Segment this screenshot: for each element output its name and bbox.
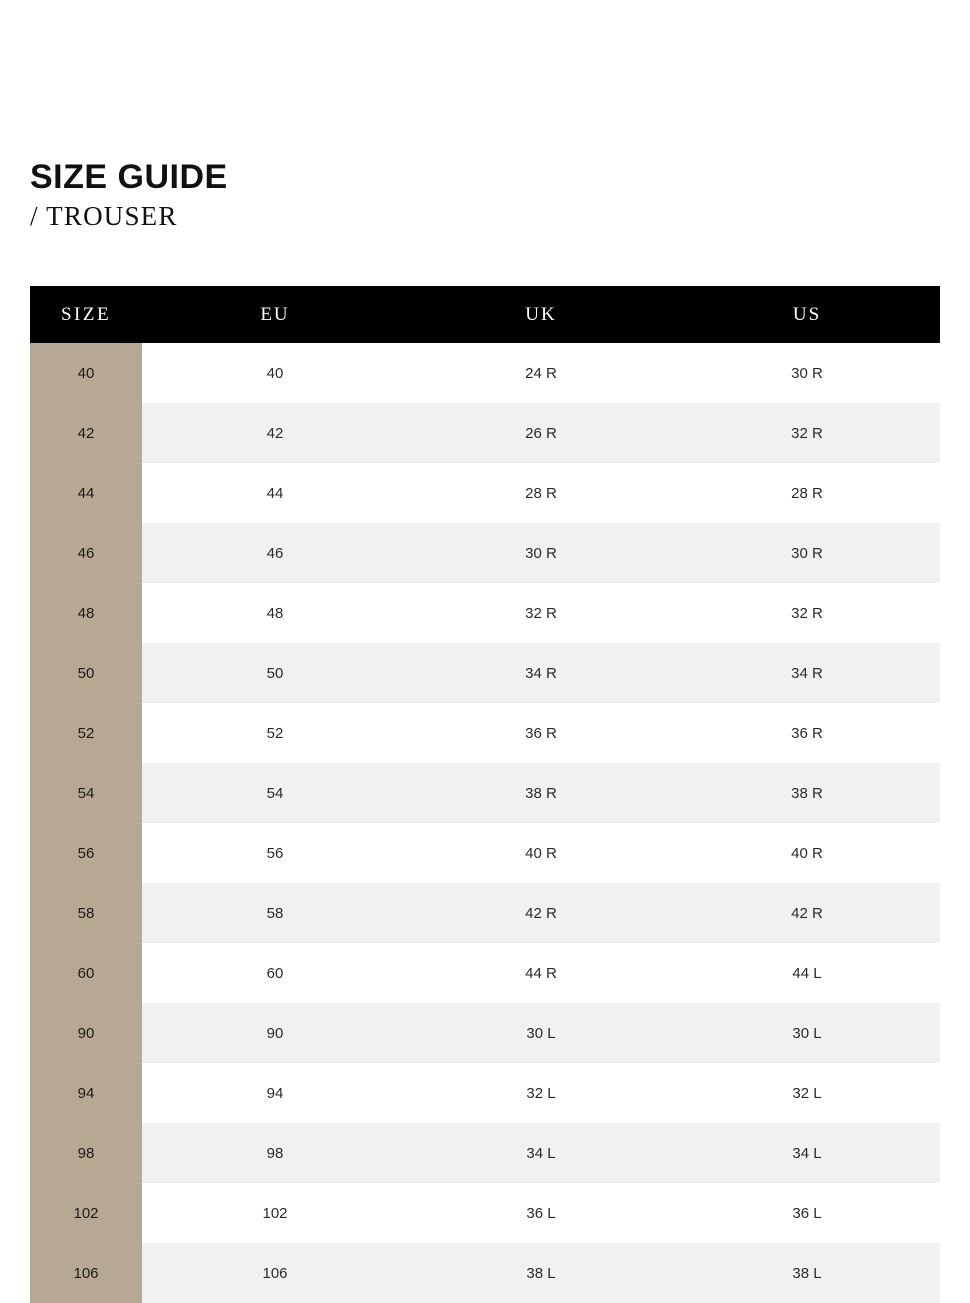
table-row [30, 823, 940, 883]
table-header [30, 286, 940, 343]
table-row [30, 403, 940, 463]
cell-size: 56 [30, 823, 142, 883]
cell-size: 98 [30, 1123, 142, 1183]
cell-size: 52 [30, 703, 142, 763]
table-row [30, 1003, 940, 1063]
cell-size: 90 [30, 1003, 142, 1063]
cell-us: 30 L [674, 1003, 940, 1063]
cell-eu: 42 [142, 403, 408, 463]
column-header-uk: UK [408, 286, 674, 343]
cell-size: 44 [30, 463, 142, 523]
column-header-eu: EU [142, 286, 408, 343]
cell-us: 32 R [674, 583, 940, 643]
cell-eu: 58 [142, 883, 408, 943]
table-header-row [30, 286, 940, 343]
table-body [30, 343, 940, 1303]
cell-us: 30 R [674, 343, 940, 403]
cell-uk: 36 R [408, 703, 674, 763]
cell-uk: 42 R [408, 883, 674, 943]
table-row [30, 523, 940, 583]
cell-uk: 40 R [408, 823, 674, 883]
table-row [30, 943, 940, 1003]
cell-uk: 34 R [408, 643, 674, 703]
cell-eu: 52 [142, 703, 408, 763]
page-title: SIZE GUIDE [30, 158, 228, 196]
cell-us: 36 L [674, 1183, 940, 1243]
page-subtitle: / TROUSER [30, 200, 178, 231]
cell-uk: 30 R [408, 523, 674, 583]
size-chart-table [30, 286, 940, 1303]
cell-size: 42 [30, 403, 142, 463]
table-row [30, 763, 940, 823]
cell-uk: 36 L [408, 1183, 674, 1243]
cell-us: 30 R [674, 523, 940, 583]
table-row [30, 343, 940, 403]
cell-eu: 94 [142, 1063, 408, 1123]
cell-size: 60 [30, 943, 142, 1003]
cell-eu: 60 [142, 943, 408, 1003]
cell-us: 42 R [674, 883, 940, 943]
cell-size: 40 [30, 343, 142, 403]
cell-us: 32 R [674, 403, 940, 463]
cell-uk: 38 L [408, 1243, 674, 1303]
table-row [30, 883, 940, 943]
cell-eu: 44 [142, 463, 408, 523]
table-row [30, 1183, 940, 1243]
title-block [30, 0, 940, 231]
cell-us: 34 L [674, 1123, 940, 1183]
table-row [30, 463, 940, 523]
cell-eu: 54 [142, 763, 408, 823]
table-row [30, 643, 940, 703]
cell-uk: 32 L [408, 1063, 674, 1123]
column-header-size: SIZE [30, 286, 142, 343]
cell-uk: 28 R [408, 463, 674, 523]
column-header-us: US [674, 286, 940, 343]
cell-uk: 30 L [408, 1003, 674, 1063]
cell-size: 94 [30, 1063, 142, 1123]
table-row [30, 703, 940, 763]
cell-eu: 102 [142, 1183, 408, 1243]
cell-eu: 98 [142, 1123, 408, 1183]
table-row [30, 1123, 940, 1183]
table-row [30, 1243, 940, 1303]
cell-size: 54 [30, 763, 142, 823]
cell-us: 44 L [674, 943, 940, 1003]
cell-eu: 46 [142, 523, 408, 583]
cell-size: 46 [30, 523, 142, 583]
cell-uk: 32 R [408, 583, 674, 643]
cell-size: 48 [30, 583, 142, 643]
cell-us: 36 R [674, 703, 940, 763]
cell-eu: 106 [142, 1243, 408, 1303]
cell-uk: 38 R [408, 763, 674, 823]
cell-uk: 44 R [408, 943, 674, 1003]
table-row [30, 1063, 940, 1123]
cell-us: 38 R [674, 763, 940, 823]
cell-us: 40 R [674, 823, 940, 883]
cell-eu: 40 [142, 343, 408, 403]
cell-uk: 34 L [408, 1123, 674, 1183]
cell-eu: 50 [142, 643, 408, 703]
cell-us: 38 L [674, 1243, 940, 1303]
cell-eu: 48 [142, 583, 408, 643]
cell-eu: 90 [142, 1003, 408, 1063]
cell-uk: 24 R [408, 343, 674, 403]
cell-uk: 26 R [408, 403, 674, 463]
cell-eu: 56 [142, 823, 408, 883]
cell-us: 34 R [674, 643, 940, 703]
cell-size: 58 [30, 883, 142, 943]
cell-size: 106 [30, 1243, 142, 1303]
cell-size: 102 [30, 1183, 142, 1243]
cell-size: 50 [30, 643, 142, 703]
cell-us: 28 R [674, 463, 940, 523]
table-row [30, 583, 940, 643]
cell-us: 32 L [674, 1063, 940, 1123]
